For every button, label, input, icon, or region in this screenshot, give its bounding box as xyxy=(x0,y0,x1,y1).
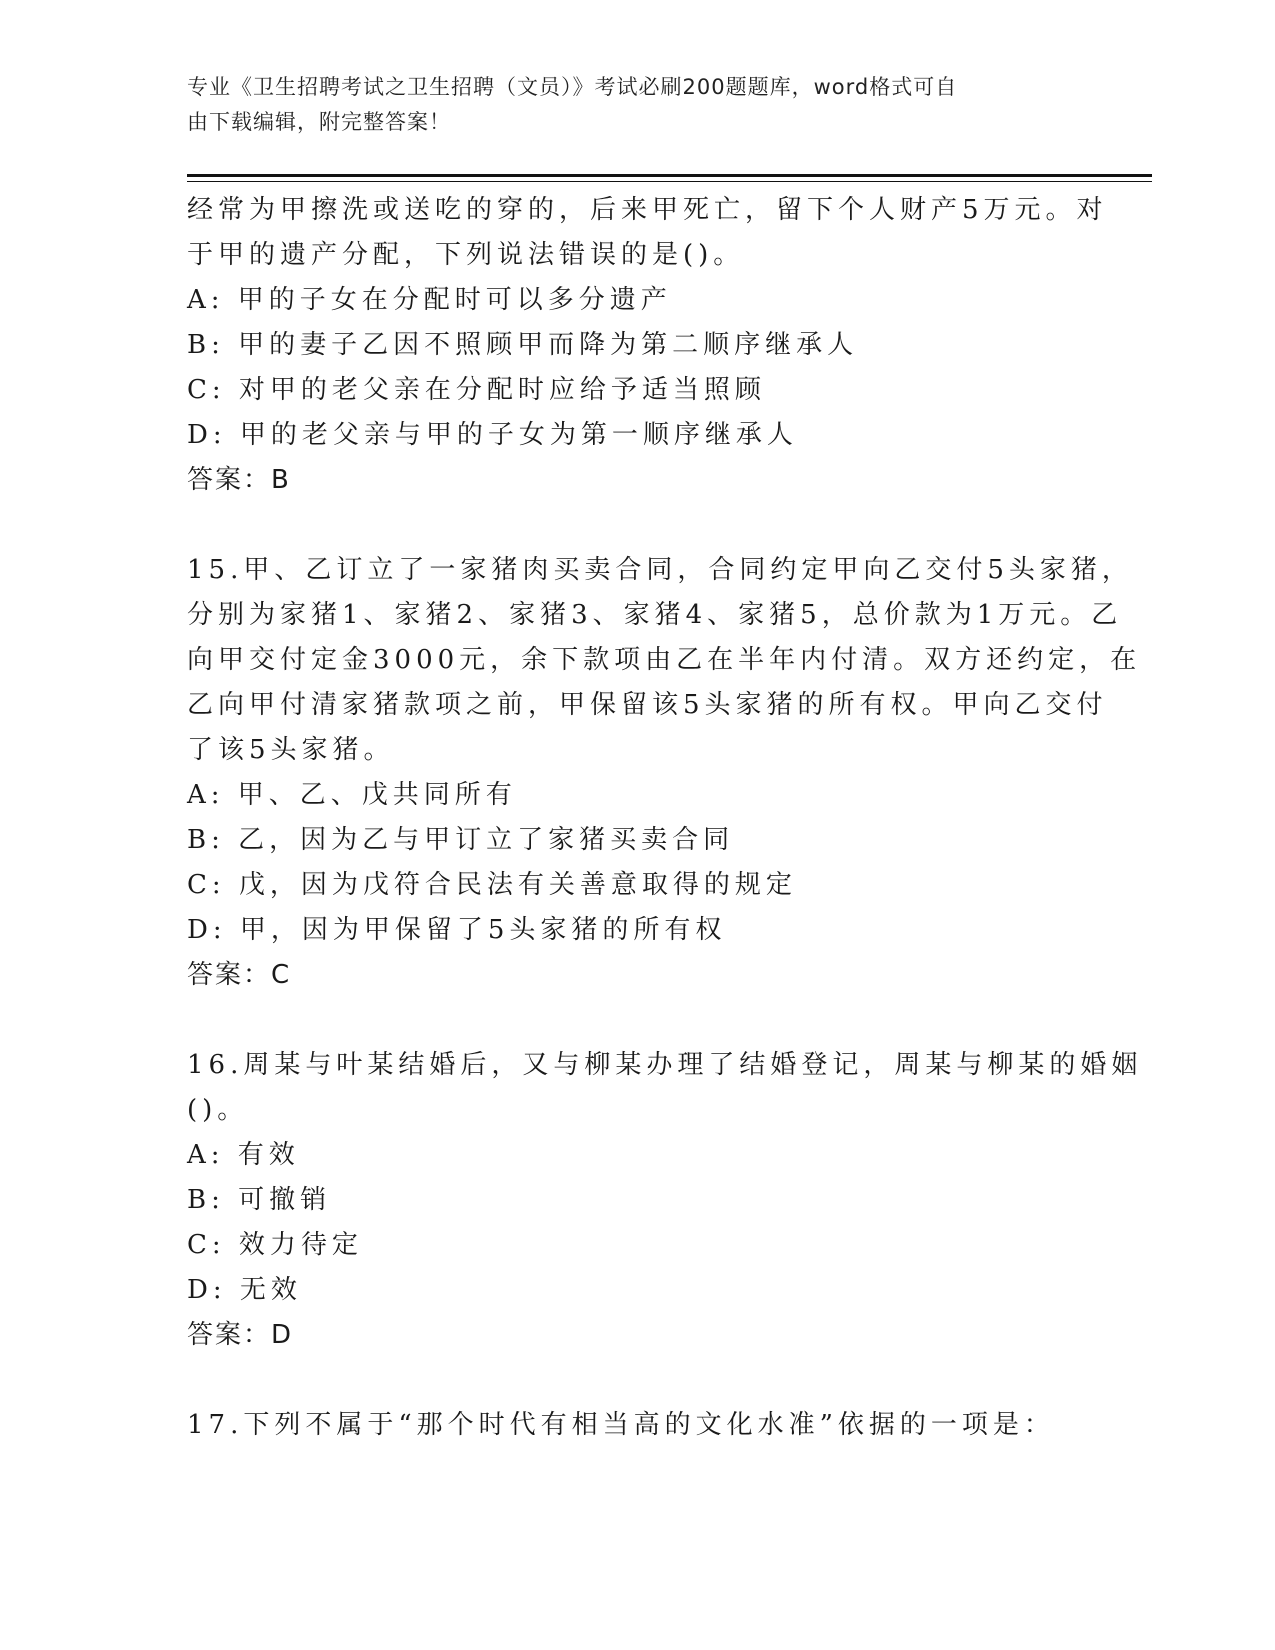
option-c: C: 戊，因为戊符合民法有关善意取得的规定 xyxy=(187,870,797,900)
option-a: A: 甲的子女在分配时可以多分遗产 xyxy=(187,285,672,315)
spacer xyxy=(187,998,1087,1043)
question-stem-line: 于甲的遗产分配，下列说法错误的是()。 xyxy=(187,240,745,270)
option-b: B: 甲的妻子乙因不照顾甲而降为第二顺序继承人 xyxy=(187,330,859,360)
header-line-2: 由下载编辑，附完整答案！ xyxy=(187,110,451,134)
question-stem-line: 向甲交付定金3000元，余下款项由乙在半年内付清。双方还约定，在 xyxy=(187,645,1142,675)
spacer xyxy=(187,1358,1087,1403)
question-stem-line: 了该5头家猪。 xyxy=(187,735,395,765)
question-stem-line: ()。 xyxy=(187,1095,249,1125)
question-15 xyxy=(187,548,1142,998)
answer-line: 答案：D xyxy=(187,1320,294,1350)
option-d: D: 甲的老父亲与甲的子女为第一顺序继承人 xyxy=(187,420,798,450)
header-line-1: 专业《卫生招聘考试之卫生招聘（文员）》考试必刷200题题库，word格式可自 xyxy=(187,75,958,99)
document-header xyxy=(187,70,1067,140)
header-divider-thick xyxy=(187,174,1152,177)
question-stem-line: 分别为家猪1、家猪2、家猪3、家猪4、家猪5，总价款为1万元。乙 xyxy=(187,600,1123,630)
option-a: A: 甲、乙、戊共同所有 xyxy=(187,780,517,810)
question-stem-line: 17.下列不属于“那个时代有相当高的文化水准”依据的一项是： xyxy=(187,1410,1055,1440)
question-14 xyxy=(187,188,1108,503)
header-divider-thin xyxy=(187,181,1152,182)
question-list xyxy=(187,188,1143,1448)
answer-line: 答案：C xyxy=(187,960,292,990)
question-stem-line: 乙向甲付清家猪款项之前，甲保留该5头家猪的所有权。甲向乙交付 xyxy=(187,690,1108,720)
question-stem-line: 16.周某与叶某结婚后，又与柳某办理了结婚登记，周某与柳某的婚姻 xyxy=(187,1050,1143,1080)
option-d: D: 甲，因为甲保留了5头家猪的所有权 xyxy=(187,915,727,945)
spacer xyxy=(187,503,1087,548)
option-c: C: 效力待定 xyxy=(187,1230,363,1260)
option-b: B: 可撤销 xyxy=(187,1185,332,1215)
option-c: C: 对甲的老父亲在分配时应给予适当照顾 xyxy=(187,375,766,405)
option-b: B: 乙，因为乙与甲订立了家猪买卖合同 xyxy=(187,825,735,855)
option-d: D: 无效 xyxy=(187,1275,302,1305)
question-16 xyxy=(187,1043,1143,1358)
question-stem-line: 经常为甲擦洗或送吃的穿的，后来甲死亡，留下个人财产5万元。对 xyxy=(187,195,1108,225)
answer-line: 答案：B xyxy=(187,465,291,495)
question-17 xyxy=(187,1403,1087,1448)
option-a: A: 有效 xyxy=(187,1140,300,1170)
question-stem-line: 15.甲、乙订立了一家猪肉买卖合同，合同约定甲向乙交付5头家猪， xyxy=(187,555,1133,585)
